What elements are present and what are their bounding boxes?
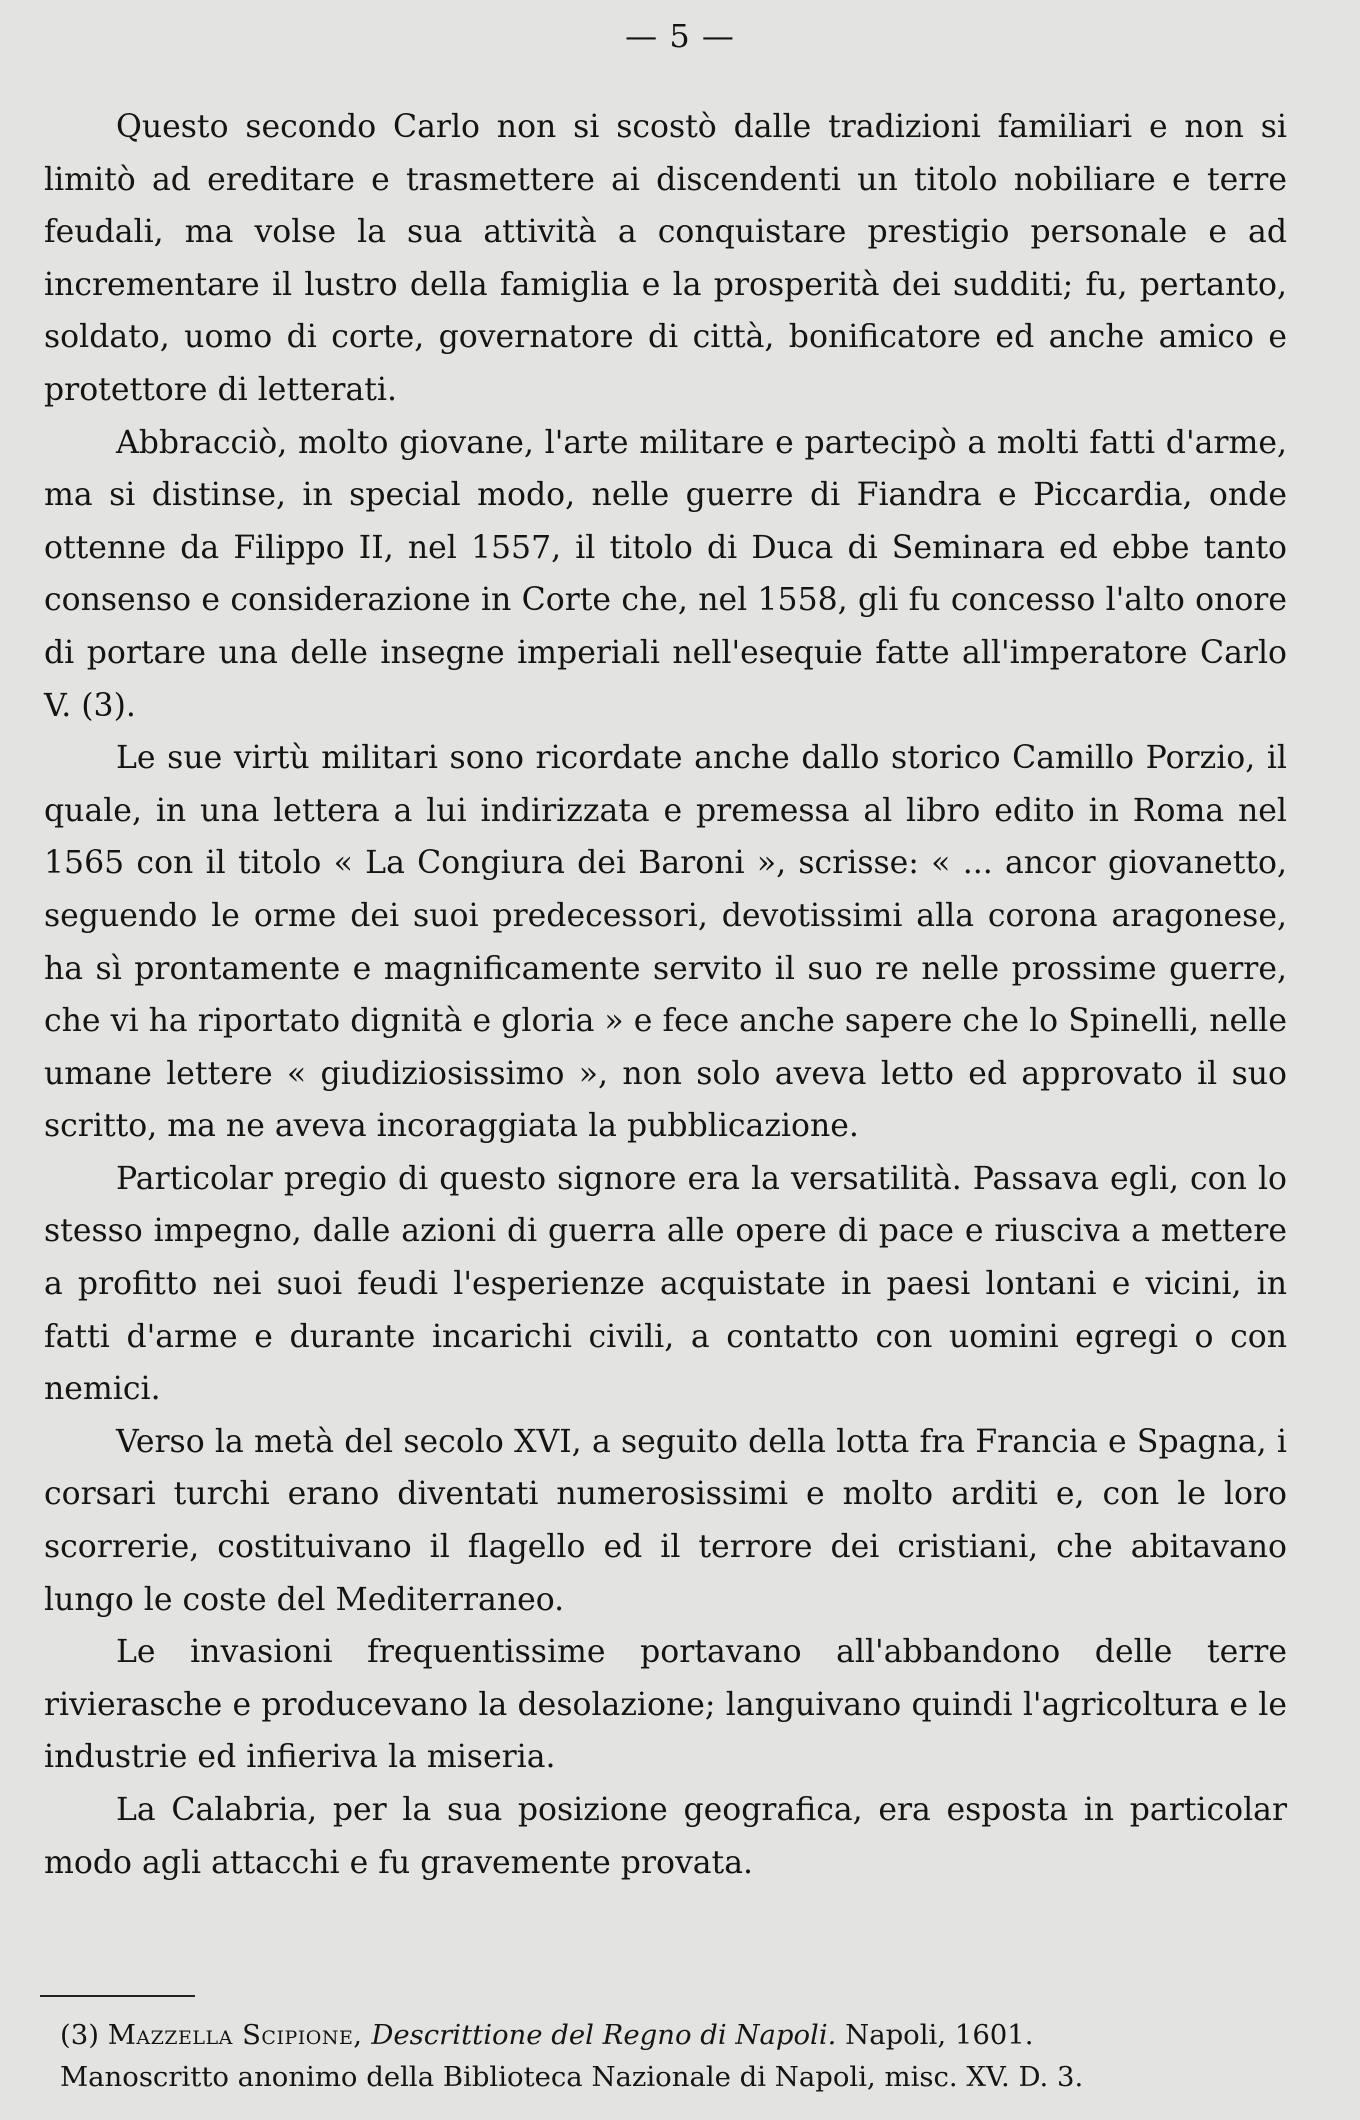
paragraph: Questo secondo Carlo non si scostò dalle tradizioni familiari e non si limitò ad ereditare e trasmettere ai discendenti un titolo nobiliare e terre feudali, ma volse la sua attività a conquistare prestigio personale e ad incrementare il lustro della famiglia e la prosperità dei sudditi; fu, pertanto, soldato, uomo di corte, governatore di città, bonificatore ed anche amico e protettore di letterati. [44,109,1287,408]
body-text [44,101,1287,1889]
paragraph: Abbracciò, molto giovane, l'arte militare e partecipò a molti fatti d'arme, ma si distinse, in special modo, nelle guerre di Fiandra e Piccardia, onde ottenne da Filippo II, nel 1557, il titolo di Duca di Seminara ed ebbe tanto consenso e considerazione in Corte che, nel 1558, gli fu concesso l'alto onore di portare una delle insegne imperiali nell'esequie fatte all'imperatore Carlo V. (3). [44,424,1287,724]
footnote-3 [60,2014,1290,2056]
footnote-manuscript: Manoscritto anonimo della Biblioteca Nazionale di Napoli, misc. XV. D. 3. [60,2061,1084,2093]
paragraph: Particolar pregio di questo signore era la versatilità. Passava egli, con lo stesso impegno, dalle azioni di guerra alle opere di pace e riusciva a mettere a profitto nei suoi feudi l'esperienze acquistate in paesi lontani e vicini, in fatti d'arme e durante incarichi civili, a contatto con uomini egregi o con nemici. [44,1160,1287,1408]
page-number: — 5 — [625,17,735,55]
footnote-publication: Napoli, 1601. [845,2019,1034,2051]
footnote-title: Descrittione del Regno di Napoli. [371,2019,837,2051]
paragraph: Verso la metà del secolo XVI, a seguito della lotta fra Francia e Spagna, i corsari turchi erano diventati numerosissimi e molto arditi e, con le loro scorrerie, costituivano il flagello ed il terrore dei cristiani, che abitavano lungo le coste del Mediterraneo. [44,1423,1287,1618]
paragraph: Le invasioni frequentissime portavano all'abbandono delle terre rivierasche e producevano la desolazione; languivano quindi l'agricoltura e le industrie ed infieriva la miseria. [44,1634,1287,1776]
paragraph: La Calabria, per la sua posizione geografica, era esposta in particolar modo agli attacchi e fu gravemente provata. [44,1792,1287,1881]
footnote-author: Mazzella Scipione, [107,2019,363,2051]
paragraph: Le sue virtù militari sono ricordate anche dallo storico Camillo Porzio, il quale, in una lettera a lui indirizzata e premessa al libro edito in Roma nel 1565 con il titolo « La Congiura dei Baroni », scrisse: « ... ancor giovanetto, seguendo le orme dei suoi predecessori, devotissimi alla corona aragonese, ha sì prontamente e magnificamente servito il suo re nelle prossime guerre, che vi ha riportato dignità e gloria » e fece anche sapere che lo Spinelli, nelle umane lettere « giudiziosissimo », non solo aveva letto ed approvato il suo scritto, ma ne aveva incoraggiata la pubblicazione. [44,740,1287,1145]
footnote-separator [40,1995,195,1997]
footnotes [60,2014,1290,2098]
footnote-marker: (3) [60,2019,99,2051]
